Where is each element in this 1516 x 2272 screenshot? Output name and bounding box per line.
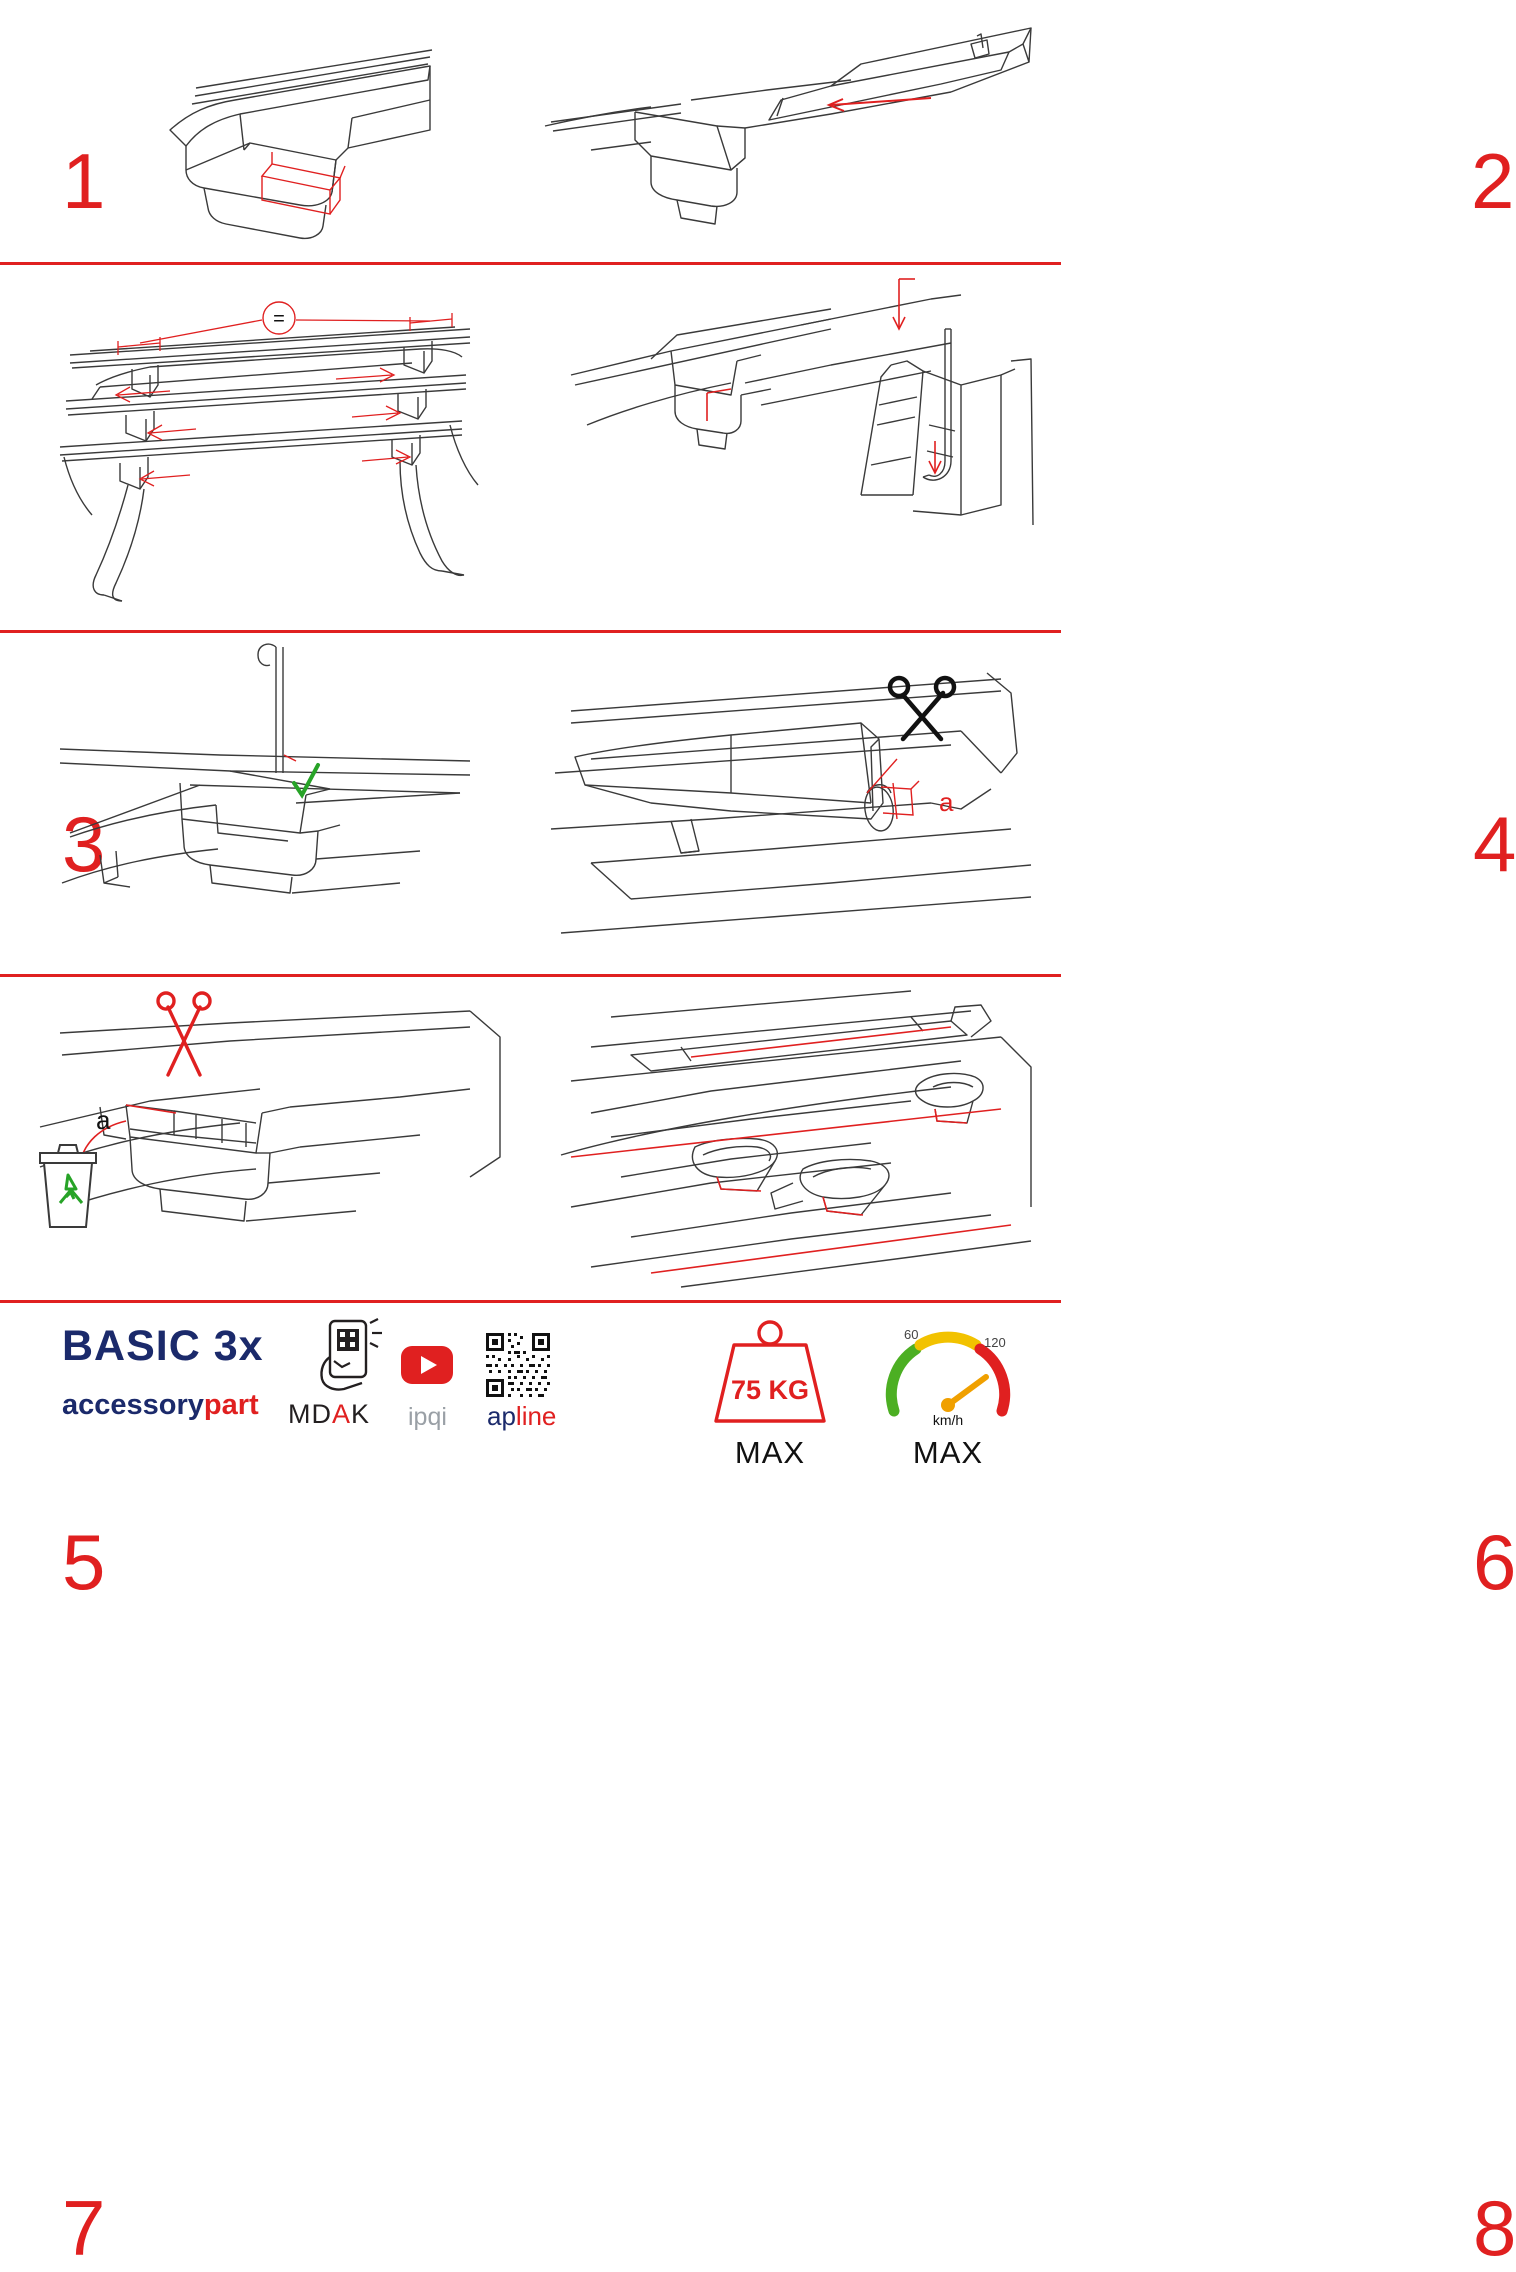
gauge-tick-high: 120 — [984, 1335, 1006, 1350]
equal-sign-label: = — [273, 308, 285, 330]
weight-icon — [690, 1311, 850, 1429]
gauge-unit: km/h — [932, 1412, 964, 1428]
gauge-tick-low: 60 — [904, 1327, 919, 1342]
step-2-illustration — [531, 0, 1061, 262]
scissors-icon — [158, 993, 210, 1075]
step-panel-1 — [0, 0, 530, 262]
step-number-4: 4 — [1473, 800, 1516, 888]
step-number-3: 3 — [62, 800, 106, 888]
brand-name-part1: accessory — [62, 1389, 204, 1421]
max-load-caption: MAX — [734, 1435, 806, 1470]
part-label-a: a — [939, 787, 954, 817]
logo-ipqi: ipqi — [408, 1403, 447, 1431]
brand-block — [62, 1322, 264, 1422]
part-label-a: a — [96, 1105, 111, 1135]
max-speed-caption: MAX — [912, 1435, 984, 1470]
recycle-bin-icon — [40, 1145, 96, 1227]
step-number-2: 2 — [1471, 137, 1515, 225]
footer — [0, 1303, 1061, 1500]
step-panel-2 — [531, 0, 1515, 262]
step-number-5: 5 — [62, 1518, 106, 1606]
youtube-icon[interactable] — [400, 1345, 454, 1385]
phone-qr-scan-icon — [312, 1317, 388, 1395]
step-8-illustration — [531, 977, 1061, 1300]
step-number-8: 8 — [1473, 2184, 1516, 2272]
brand-name — [62, 1389, 264, 1422]
step-number-7: 7 — [62, 2184, 106, 2272]
max-speed-block — [868, 1311, 1028, 1471]
speedometer-icon — [868, 1311, 1028, 1429]
step-7-illustration — [0, 977, 530, 1300]
logo-apline: apline — [487, 1401, 557, 1431]
step-number-1: 1 — [62, 137, 106, 225]
product-name: BASIC 3x — [62, 1322, 264, 1370]
brand-name-part2: part — [203, 1389, 259, 1421]
step-6-illustration — [531, 633, 1061, 974]
logo-mdak: MDAK — [288, 1399, 371, 1429]
step-panel-3 — [0, 265, 530, 888]
step-number-6: 6 — [1473, 1518, 1516, 1606]
step-panel-4 — [531, 265, 1516, 888]
step-3-illustration — [0, 265, 530, 630]
max-load-block — [690, 1311, 850, 1471]
max-load-value: 75 KG — [730, 1375, 810, 1405]
qr-code-icon — [484, 1331, 552, 1399]
step-5-illustration — [0, 633, 530, 974]
step-4-illustration — [531, 265, 1061, 630]
